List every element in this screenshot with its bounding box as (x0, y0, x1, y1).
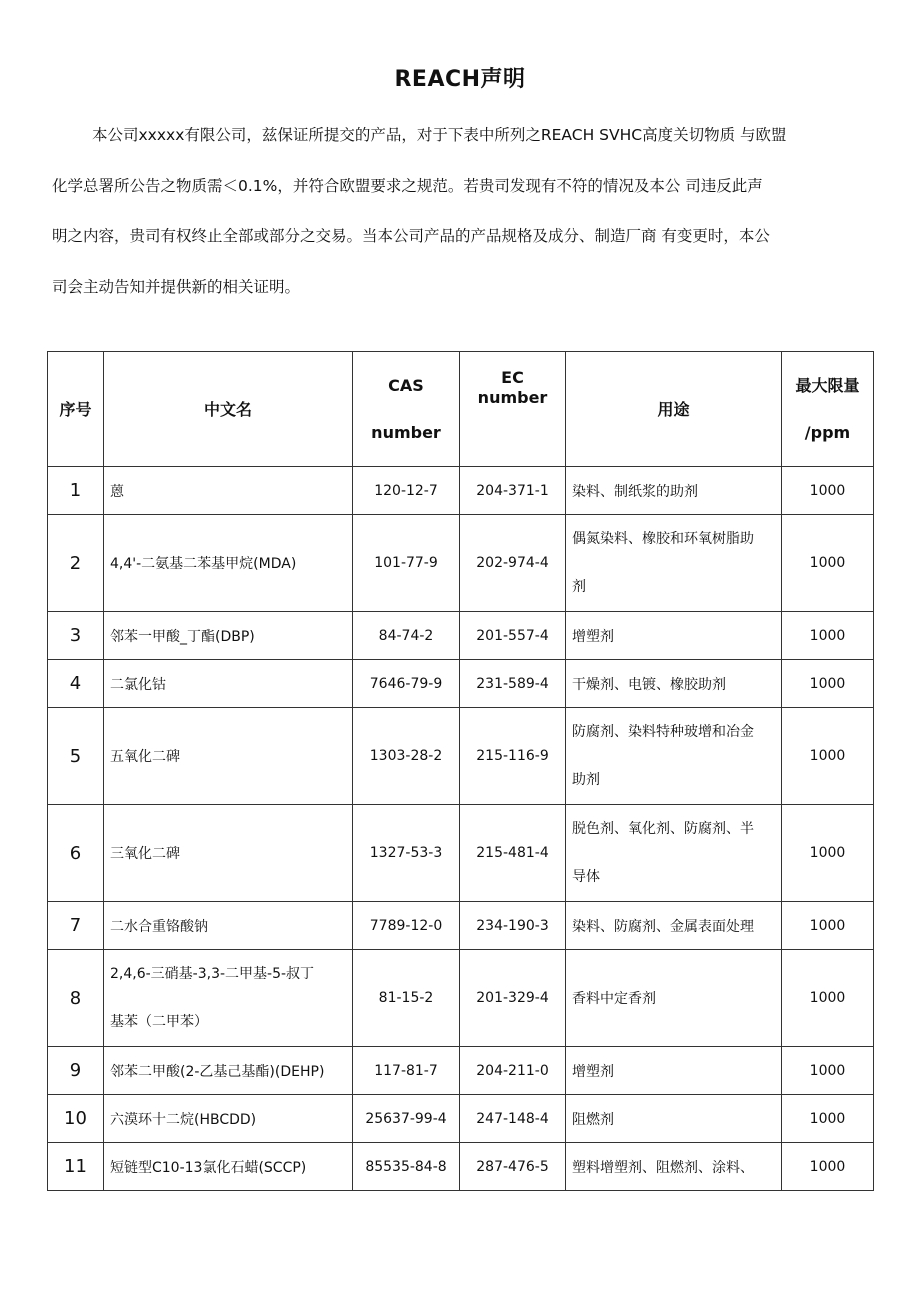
row-max: 1000 (782, 1047, 874, 1095)
table-row (48, 515, 874, 612)
row-use: 香料中定香剂 (566, 950, 782, 1047)
row-max: 1000 (782, 612, 874, 660)
row-max: 1000 (782, 515, 874, 612)
row-use: 塑料增塑剂、阻燃剂、涂料、 (566, 1143, 782, 1191)
row-max: 1000 (782, 660, 874, 708)
table-row (48, 1143, 874, 1191)
row-no: 6 (48, 805, 104, 902)
row-ec: 234-190-3 (460, 902, 566, 950)
row-use (566, 515, 782, 612)
row-name: 邻苯二甲酸(2-乙基己基酯)(DEHP) (104, 1047, 353, 1095)
row-cas: 84-74-2 (353, 612, 460, 660)
row-cas: 117-81-7 (353, 1047, 460, 1095)
header-use: 用途 (566, 352, 782, 467)
row-no: 7 (48, 902, 104, 950)
row-name: 五氧化二碑 (104, 708, 353, 805)
row-cas: 7789-12-0 (353, 902, 460, 950)
row-use: 染料、防腐剂、金属表面处理 (566, 902, 782, 950)
header-max-line1: 最大限量 (795, 376, 860, 395)
row-no: 1 (48, 467, 104, 515)
row-use-line1: 防腐剂、染料特种玻增和冶金 (572, 724, 754, 740)
table-row (48, 1047, 874, 1095)
table-row (48, 660, 874, 708)
table-row (48, 467, 874, 515)
row-no: 9 (48, 1047, 104, 1095)
header-max-line2: /ppm (804, 423, 851, 442)
row-name: 邻苯一甲酸_丁酯(DBP) (104, 612, 353, 660)
row-ec: 287-476-5 (460, 1143, 566, 1191)
row-name (104, 950, 353, 1047)
row-name: 4,4'-二氨基二苯基甲烷(MDA) (104, 515, 353, 612)
row-ec: 201-557-4 (460, 612, 566, 660)
header-name: 中文名 (104, 352, 353, 467)
row-max: 1000 (782, 1143, 874, 1191)
svhc-table (47, 351, 874, 1191)
row-use-line1: 脱色剂、氧化剂、防腐剂、半 (572, 821, 754, 837)
row-ec: 215-116-9 (460, 708, 566, 805)
row-cas: 25637-99-4 (353, 1095, 460, 1143)
row-max: 1000 (782, 708, 874, 805)
row-ec: 247-148-4 (460, 1095, 566, 1143)
header-no: 序号 (48, 352, 104, 467)
declaration-paragraph (52, 110, 872, 312)
row-cas: 1327-53-3 (353, 805, 460, 902)
header-max (782, 352, 874, 467)
row-ec: 201-329-4 (460, 950, 566, 1047)
document-title: REACH声明 (394, 67, 526, 92)
header-cas-line2: number (371, 423, 441, 442)
row-max: 1000 (782, 467, 874, 515)
row-name: 蒽 (104, 467, 353, 515)
header-cas (353, 352, 460, 467)
row-name-line1: 2,4,6-三硝基-3,3-二甲基-5-叔丁 (110, 966, 315, 982)
row-use-line1: 偶氮染料、橡胶和环氧树脂助 (572, 531, 754, 547)
row-name: 短链型C10-13氯化石蜡(SCCP) (104, 1143, 353, 1191)
table-row (48, 902, 874, 950)
paragraph-line: 明之内容，贵司有权终止全部或部分之交易。当本公司产品的产品规格及成分、制造厂商 有变更时，本公 (52, 227, 770, 245)
row-max: 1000 (782, 1095, 874, 1143)
row-name: 二水合重铬酸钠 (104, 902, 353, 950)
row-name-line2: 基苯（二甲苯） (110, 1014, 208, 1030)
row-use-line2: 剂 (572, 579, 586, 595)
row-no: 4 (48, 660, 104, 708)
row-use: 干燥剂、电镀、橡胶助剂 (566, 660, 782, 708)
row-no: 5 (48, 708, 104, 805)
table-row (48, 612, 874, 660)
header-cas-line1: CAS (388, 376, 424, 395)
table-row (48, 950, 874, 1047)
row-name: 二氯化钴 (104, 660, 353, 708)
row-no: 3 (48, 612, 104, 660)
row-ec: 202-974-4 (460, 515, 566, 612)
table-header-row (48, 352, 874, 467)
row-use: 增塑剂 (566, 1047, 782, 1095)
row-no: 2 (48, 515, 104, 612)
row-name: 六漠环十二烷(HBCDD) (104, 1095, 353, 1143)
row-cas: 120-12-7 (353, 467, 460, 515)
row-use: 增塑剂 (566, 612, 782, 660)
row-cas: 1303-28-2 (353, 708, 460, 805)
row-no: 11 (48, 1143, 104, 1191)
row-use-line2: 导体 (572, 869, 600, 885)
row-no: 8 (48, 950, 104, 1047)
table-row (48, 1095, 874, 1143)
row-use: 染料、制纸浆的助剂 (566, 467, 782, 515)
row-max: 1000 (782, 902, 874, 950)
row-cas: 101-77-9 (353, 515, 460, 612)
table-row (48, 805, 874, 902)
row-cas: 7646-79-9 (353, 660, 460, 708)
row-max: 1000 (782, 950, 874, 1047)
row-max: 1000 (782, 805, 874, 902)
row-ec: 204-211-0 (460, 1047, 566, 1095)
row-cas: 81-15-2 (353, 950, 460, 1047)
row-cas: 85535-84-8 (353, 1143, 460, 1191)
table-row (48, 708, 874, 805)
row-ec: 204-371-1 (460, 467, 566, 515)
row-use (566, 708, 782, 805)
row-use (566, 805, 782, 902)
row-use: 阻燃剂 (566, 1095, 782, 1143)
paragraph-line: 化学总署所公告之物质需＜0.1%，并符合欧盟要求之规范。若贵司发现有不符的情况及本公 司违反此声 (52, 176, 763, 195)
row-no: 10 (48, 1095, 104, 1143)
paragraph-line: 本公司xxxxx有限公司，兹保证所提交的产品，对于下表中所列之REACH SVHC高度关切物质 与欧盟 (92, 126, 787, 144)
row-name: 三氧化二碑 (104, 805, 353, 902)
row-ec: 215-481-4 (460, 805, 566, 902)
row-use-line2: 助剂 (572, 772, 600, 788)
header-ec: EC number (460, 352, 566, 467)
paragraph-line: 司会主动告知并提供新的相关证明。 (52, 277, 301, 296)
row-ec: 231-589-4 (460, 660, 566, 708)
